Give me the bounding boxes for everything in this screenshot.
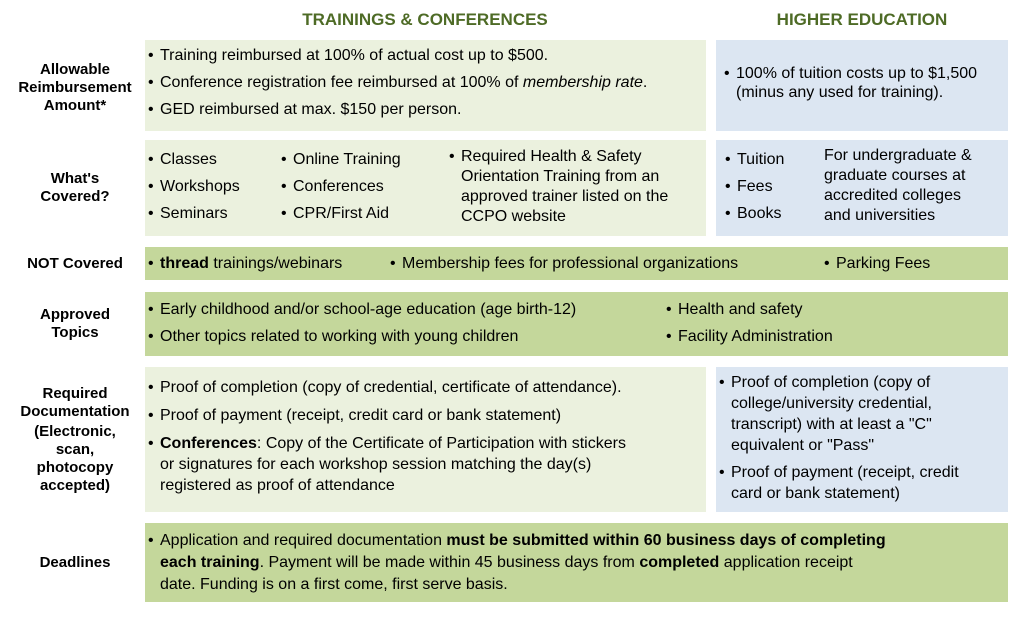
covered-training-box xyxy=(145,140,706,236)
label-line: Reimbursement xyxy=(18,79,132,96)
list-item-continuation: registered as proof of attendance xyxy=(160,477,395,494)
list-item: • Facility Administration xyxy=(678,327,833,347)
completed-text: completed xyxy=(639,554,720,571)
text: trainings/webinars xyxy=(208,255,343,272)
list-item: • Proof of payment (receipt, credit card or bank statement) xyxy=(160,406,561,426)
list-item xyxy=(160,434,626,454)
text: Conference registration fee reimbursed at 100% of xyxy=(160,74,523,91)
label-line: accepted) xyxy=(39,476,110,494)
list-item: • Parking Fees xyxy=(836,254,930,274)
label-line: Amount* xyxy=(43,97,107,114)
list-item-continuation: approved trainer listed on the xyxy=(461,188,669,205)
row-label-documentation xyxy=(0,367,150,512)
topics-box xyxy=(145,292,1008,356)
text: : Copy of the Certificate of Participation with stickers xyxy=(256,435,626,452)
list-item: • Tuition xyxy=(737,150,784,170)
list-item-continuation: college/university credential, xyxy=(731,395,932,412)
list-item-continuation: CCPO website xyxy=(461,208,566,225)
list-item: • Online Training xyxy=(293,150,401,170)
label-line: (Electronic, xyxy=(34,422,116,440)
text: . xyxy=(642,74,648,91)
list-item: • CPR/First Aid xyxy=(293,204,389,224)
label-line: Allowable xyxy=(39,61,110,78)
deadline-bold-text: must be submitted within 60 business days of completing xyxy=(446,532,886,549)
deadlines-box xyxy=(145,523,1008,602)
list-item: • Proof of completion (copy of xyxy=(731,373,930,393)
not-covered-box xyxy=(145,247,1008,280)
label-line: What's xyxy=(50,170,100,187)
list-item xyxy=(160,73,647,93)
label-line: scan, xyxy=(55,440,95,458)
label-line: photocopy xyxy=(36,458,114,476)
label-line: Covered? xyxy=(40,188,110,205)
list-item: • Workshops xyxy=(160,177,240,197)
list-item-continuation: card or bank statement) xyxy=(731,485,900,502)
list-item: • Training reimbursed at 100% of actual cost up to $500. xyxy=(160,46,548,66)
list-item: • Seminars xyxy=(160,204,228,224)
each-training-text: each training xyxy=(160,554,260,571)
label-line: Topics xyxy=(51,324,99,341)
covered-note-line: For undergraduate & xyxy=(824,147,972,164)
list-item: • GED reimbursed at max. $150 per person. xyxy=(160,100,461,120)
list-item xyxy=(160,254,342,274)
list-item: • Required Health & Safety xyxy=(461,147,642,167)
reimbursement-higher-ed-box xyxy=(716,40,1008,131)
row-label-reimbursement xyxy=(0,45,150,131)
list-item-continuation: or signatures for each workshop session matching the day(s) xyxy=(160,456,592,473)
list-item-continuation: (minus any used for training). xyxy=(736,84,944,101)
covered-note-line: accredited colleges xyxy=(824,187,961,204)
label-line: Deadlines xyxy=(39,553,111,571)
list-item xyxy=(160,531,886,551)
list-item: • 100% of tuition costs up to $1,500 xyxy=(736,64,977,84)
list-item: • Classes xyxy=(160,150,217,170)
list-item: • Early childhood and/or school-age education (age birth-12) xyxy=(160,300,576,320)
label-line: Approved xyxy=(39,306,110,323)
text: . Payment will be made within 45 business days from xyxy=(259,554,640,571)
list-item: • Books xyxy=(737,204,781,224)
documentation-training-box xyxy=(145,367,706,512)
header-trainings: TRAININGS & CONFERENCES xyxy=(302,10,548,29)
list-item-continuation xyxy=(160,553,853,573)
text: Application and required documentation xyxy=(160,532,447,549)
list-item: • Membership fees for professional organizations xyxy=(402,254,738,274)
list-item: • Other topics related to working with young children xyxy=(160,327,518,347)
list-item: • Health and safety xyxy=(678,300,803,320)
thread-text: thread xyxy=(160,255,209,272)
row-label-covered xyxy=(0,140,150,236)
list-item-continuation: Orientation Training from an xyxy=(461,168,660,185)
list-item-continuation: equivalent or "Pass" xyxy=(731,437,874,454)
list-item-continuation: transcript) with at least a "C" xyxy=(731,416,932,433)
row-label-deadlines xyxy=(0,523,150,602)
text: application receipt xyxy=(719,554,853,571)
covered-note-line: graduate courses at xyxy=(824,167,966,184)
row-label-topics xyxy=(0,292,150,356)
list-item: • Conferences xyxy=(293,177,384,197)
covered-higher-ed-box xyxy=(716,140,1008,236)
row-label-not-covered xyxy=(0,247,150,280)
list-item-continuation: date. Funding is on a first come, first serve basis. xyxy=(160,576,508,593)
list-item: • Proof of completion (copy of credential, certificate of attendance). xyxy=(160,378,622,398)
covered-note-line: and universities xyxy=(824,207,936,224)
list-item: • Proof of payment (receipt, credit xyxy=(731,463,959,483)
label-line: Documentation xyxy=(20,402,130,420)
membership-rate-text: membership rate xyxy=(522,74,643,91)
label-line: Required xyxy=(42,384,108,402)
conferences-text: Conferences xyxy=(160,435,257,452)
list-item: • Fees xyxy=(737,177,773,197)
documentation-higher-ed-box xyxy=(716,367,1008,512)
label-line: NOT Covered xyxy=(27,254,123,272)
header-higher-education: HIGHER EDUCATION xyxy=(776,10,948,29)
reimbursement-training-box xyxy=(145,40,706,131)
